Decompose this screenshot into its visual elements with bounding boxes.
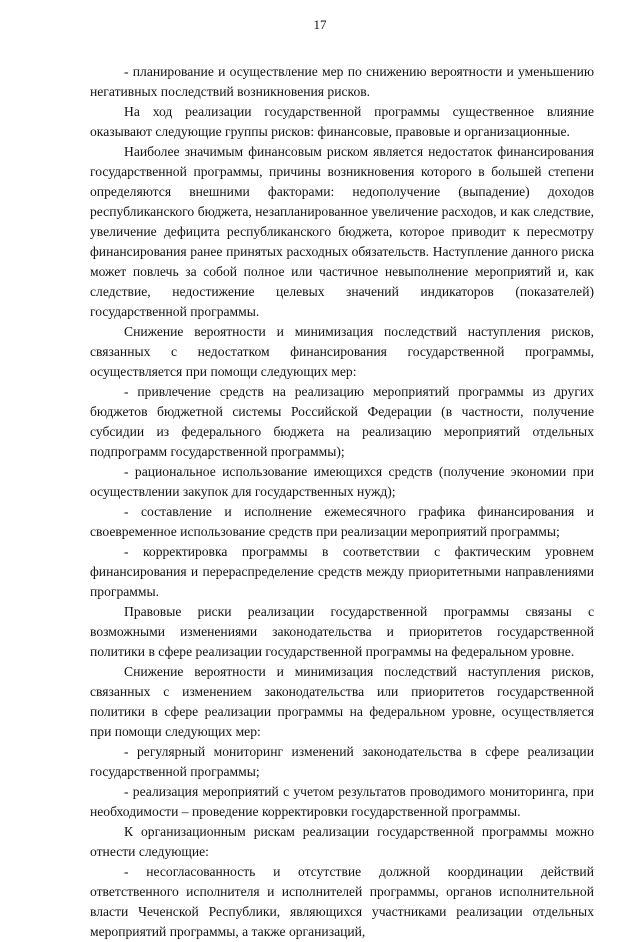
paragraph-measure-monitoring-results: - реализация мероприятий с учетом результатов проводимого мониторинга, при необходимости – проведение корректировки государственной программы. xyxy=(90,784,594,819)
paragraph-legal-risk-measures-intro: Снижение вероятности и минимизация последствий наступления рисков, связанных с изменением законодательства или приоритетов государственной политики в сфере реализации программы на федеральном уровне, осуществляется при помощи следующих мер: xyxy=(90,664,594,739)
paragraph-financial-risk-measures-intro: Снижение вероятности и минимизация последствий наступления рисков, связанных с недостатком финансирования государственной программы, осуществляется при помощи следующих мер: xyxy=(90,324,594,379)
paragraph-measure-rational-use: - рациональное использование имеющихся средств (получение экономии при осуществлении закупок для государственных нужд); xyxy=(90,464,594,499)
paragraph-organizational-risks-intro: К организационным рискам реализации государственной программы можно отнести следующие: xyxy=(90,824,594,859)
page-number: 17 xyxy=(313,17,327,32)
paragraph-organizational-risk-coordination: - несогласованность и отсутствие должной координации действий ответственного исполнителя и исполнителей программы, органов исполнительной власти Чеченской Республики, являющихся участниками реализации отдельных мероприятий программы, а также организаций, xyxy=(90,864,594,939)
paragraph-measure-attract-funds: - привлечение средств на реализацию мероприятий программы из других бюджетов бюджетной системы Российской Федерации (в частности, получение субсидии из федерального бюджета на реализацию мероприятий отдельных подпрограмм государственной программы); xyxy=(90,384,594,459)
paragraph-risk-groups: На ход реализации государственной программы существенное влияние оказывают следующие группы рисков: финансовые, правовые и организационные. xyxy=(90,104,594,139)
paragraph-measure-program-adjustment: - корректировка программы в соответствии с фактическим уровнем финансирования и перераспределение средств между приоритетными направлениями программы. xyxy=(90,544,594,599)
document-body xyxy=(90,62,594,942)
paragraph-legal-risk: Правовые риски реализации государственной программы связаны с возможными изменениями законодательства и приоритетов государственной политики в сфере реализации государственной программы на федеральном уровне. xyxy=(90,604,594,659)
paragraph-measure-monthly-schedule: - составление и исполнение ежемесячного графика финансирования и своевременное использование средств при реализации мероприятий программы; xyxy=(90,504,594,539)
paragraph-financial-risk: Наиболее значимым финансовым риском является недостаток финансирования государственной программы, причины возникновения которого в большей степени определяются внешними факторами: недополучение (выпадение) доходов республиканского бюджета, незапланированное увеличение расходов, и как следствие, увеличение дефицита республиканского бюджета, которое приводит к пересмотру финансирования ранее принятых расходных обязательств. Наступление данного риска может повлечь за собой полное или частичное невыполнение мероприятий и, как следствие, недостижение целевых значений индикаторов (показателей) государственной программы. xyxy=(90,144,594,319)
paragraph-risk-planning-item: - планирование и осуществление мер по снижению вероятности и уменьшению негативных последствий возникновения рисков. xyxy=(90,64,594,99)
paragraph-measure-legislation-monitoring: - регулярный мониторинг изменений законодательства в сфере реализации государственной программы; xyxy=(90,744,594,779)
